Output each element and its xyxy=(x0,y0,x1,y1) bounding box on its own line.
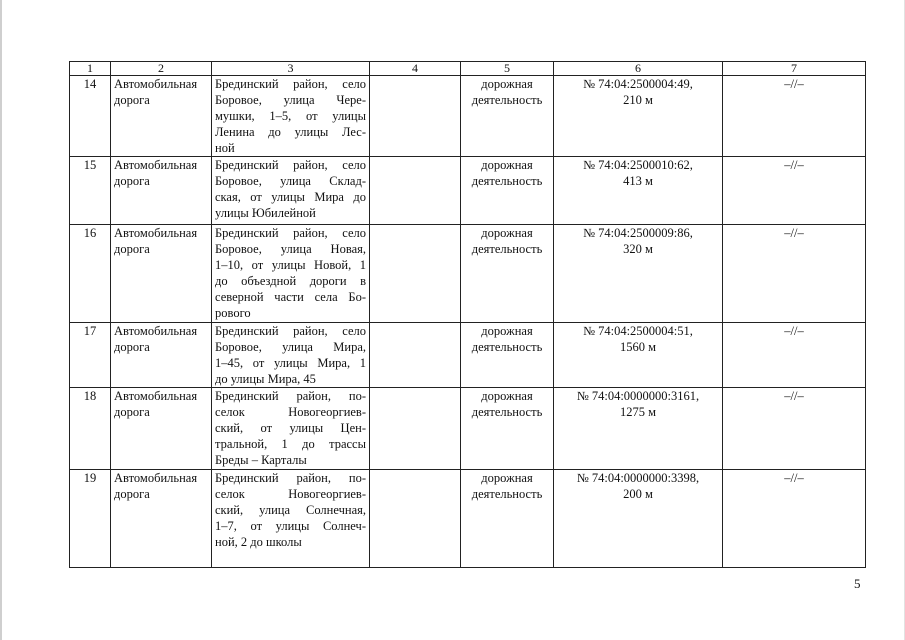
table-row xyxy=(70,157,866,225)
cell-activity xyxy=(461,323,554,388)
cell-cadastral-line: 1560 м xyxy=(619,340,657,354)
column-number: 3 xyxy=(212,62,370,76)
cell-location xyxy=(212,470,370,568)
cell-location-line: 1–45, от улицы Мира, 1 xyxy=(215,356,366,370)
cell-location-line: Брединский район, село xyxy=(215,77,366,91)
cell-ditto: –//– xyxy=(723,323,866,388)
cell-location-line: 1–7, от улицы Солнеч- xyxy=(215,519,366,533)
cell-object-type-line: дорога xyxy=(114,93,150,107)
cell-activity-line: дорожная xyxy=(481,471,533,485)
cell-object-type-line: Автомобильная xyxy=(114,324,198,338)
cell-location-line: ский, улица Солнечная, xyxy=(215,503,366,517)
cell-location-line: Ленина до улицы Лес- xyxy=(215,125,366,139)
cell-cadastral xyxy=(554,470,723,568)
column-number: 1 xyxy=(70,62,111,76)
cell-number: 15 xyxy=(70,157,111,225)
cell-object-type-line: дорога xyxy=(114,242,150,256)
cell-number: 14 xyxy=(70,76,111,157)
cell-location-line: селок Новогеоргиев- xyxy=(215,405,366,419)
column-number: 5 xyxy=(461,62,554,76)
cell-activity-line: деятельность xyxy=(471,174,543,188)
cell-location xyxy=(212,225,370,323)
cell-object-type-line: дорога xyxy=(114,340,150,354)
cell-cadastral-line: 210 м xyxy=(623,93,653,107)
cell-location-line: Боровое, улица Мира, xyxy=(215,340,366,354)
cell-object-type-line: Автомобильная xyxy=(114,158,198,172)
cell-number: 17 xyxy=(70,323,111,388)
cell-activity-line: деятельность xyxy=(471,242,543,256)
cell-location-line: Боровое, улица Новая, xyxy=(215,242,366,256)
cell-cadastral-line: 413 м xyxy=(623,174,653,188)
table-row xyxy=(70,225,866,323)
cell-location-line: Брединский район, село xyxy=(215,158,366,172)
cell-ditto: –//– xyxy=(723,157,866,225)
column-number: 4 xyxy=(370,62,461,76)
cell-location-line: ной, 2 до школы xyxy=(215,535,302,549)
cell-activity-line: деятельность xyxy=(471,93,543,107)
cell-location-line: тральной, 1 до трассы xyxy=(215,437,366,451)
cell-activity xyxy=(461,225,554,323)
cell-location-line: Бреды – Карталы xyxy=(215,453,307,467)
cell-object-type xyxy=(111,470,212,568)
cell-cadastral-line: № 74:04:2500009:86, xyxy=(583,226,693,240)
cell-location-line: Брединский район, по- xyxy=(215,471,366,485)
cell-column-4 xyxy=(370,470,461,568)
cell-cadastral-line: № 74:04:0000000:3161, xyxy=(576,389,700,403)
cell-location-line: до объездной дороги в xyxy=(215,274,366,288)
table-row xyxy=(70,388,866,470)
cell-activity-line: деятельность xyxy=(471,340,543,354)
cell-cadastral-line: № 74:04:2500004:51, xyxy=(583,324,693,338)
cell-location-line: Брединский район, село xyxy=(215,324,366,338)
cell-ditto: –//– xyxy=(723,388,866,470)
cell-object-type-line: дорога xyxy=(114,405,150,419)
cell-column-4 xyxy=(370,76,461,157)
table-row xyxy=(70,470,866,568)
cell-column-4 xyxy=(370,225,461,323)
column-number-row xyxy=(70,62,866,76)
cell-object-type xyxy=(111,388,212,470)
cell-object-type-line: Автомобильная xyxy=(114,77,198,91)
scan-edge-left xyxy=(0,0,2,640)
cell-location-line: Боровое, улица Чере- xyxy=(215,93,366,107)
cell-location-line: северной части села Бо- xyxy=(215,290,366,304)
cell-location xyxy=(212,157,370,225)
cell-location-line: Боровое, улица Склад- xyxy=(215,174,366,188)
cell-activity-line: дорожная xyxy=(481,389,533,403)
cell-location-line: рового xyxy=(215,306,251,320)
cell-location-line: Брединский район, по- xyxy=(215,389,366,403)
cell-cadastral xyxy=(554,225,723,323)
cell-ditto: –//– xyxy=(723,225,866,323)
cell-object-type-line: Автомобильная xyxy=(114,471,198,485)
cell-activity xyxy=(461,157,554,225)
cell-object-type-line: Автомобильная xyxy=(114,226,198,240)
cell-activity xyxy=(461,76,554,157)
cell-ditto: –//– xyxy=(723,76,866,157)
cell-object-type xyxy=(111,157,212,225)
column-number: 6 xyxy=(554,62,723,76)
cell-location-line: селок Новогеоргиев- xyxy=(215,487,366,501)
cell-object-type-line: дорога xyxy=(114,174,150,188)
cell-object-type-line: дорога xyxy=(114,487,150,501)
cell-activity-line: дорожная xyxy=(481,77,533,91)
cell-cadastral xyxy=(554,388,723,470)
cell-column-4 xyxy=(370,323,461,388)
page-number: 5 xyxy=(854,576,861,591)
cell-activity-line: дорожная xyxy=(481,324,533,338)
cell-activity-line: дорожная xyxy=(481,226,533,240)
table-row xyxy=(70,76,866,157)
cell-location-line: ной xyxy=(215,141,235,155)
cell-activity-line: деятельность xyxy=(471,487,543,501)
cell-activity xyxy=(461,470,554,568)
cell-column-4 xyxy=(370,157,461,225)
cell-object-type xyxy=(111,225,212,323)
table-row xyxy=(70,323,866,388)
cell-location-line: ская, от улицы Мира до xyxy=(215,190,366,204)
cell-location-line: 1–10, от улицы Новой, 1 xyxy=(215,258,366,272)
cell-location xyxy=(212,323,370,388)
cell-location-line: мушки, 1–5, от улицы xyxy=(215,109,366,123)
cell-object-type xyxy=(111,323,212,388)
cell-column-4 xyxy=(370,388,461,470)
cell-number: 16 xyxy=(70,225,111,323)
cell-location-line: Брединский район, село xyxy=(215,226,366,240)
cell-location xyxy=(212,76,370,157)
cell-cadastral xyxy=(554,323,723,388)
cell-cadastral-line: 1275 м xyxy=(619,405,657,419)
registry-table xyxy=(69,61,866,568)
cell-activity xyxy=(461,388,554,470)
cell-location-line: улицы Юбилейной xyxy=(215,206,316,220)
cell-cadastral xyxy=(554,157,723,225)
cell-cadastral-line: № 74:04:2500004:49, xyxy=(583,77,693,91)
cell-cadastral-line: 320 м xyxy=(623,242,653,256)
column-number: 2 xyxy=(111,62,212,76)
column-number: 7 xyxy=(723,62,866,76)
cell-number: 19 xyxy=(70,470,111,568)
cell-cadastral-line: 200 м xyxy=(623,487,653,501)
cell-location xyxy=(212,388,370,470)
cell-object-type xyxy=(111,76,212,157)
cell-cadastral-line: № 74:04:0000000:3398, xyxy=(576,471,700,485)
cell-activity-line: деятельность xyxy=(471,405,543,419)
cell-location-line: до улицы Мира, 45 xyxy=(215,372,316,386)
cell-ditto: –//– xyxy=(723,470,866,568)
table-body xyxy=(70,76,866,568)
cell-cadastral-line: № 74:04:2500010:62, xyxy=(583,158,693,172)
cell-cadastral xyxy=(554,76,723,157)
cell-number: 18 xyxy=(70,388,111,470)
cell-location-line: ский, от улицы Цен- xyxy=(215,421,366,435)
cell-object-type-line: Автомобильная xyxy=(114,389,198,403)
cell-activity-line: дорожная xyxy=(481,158,533,172)
